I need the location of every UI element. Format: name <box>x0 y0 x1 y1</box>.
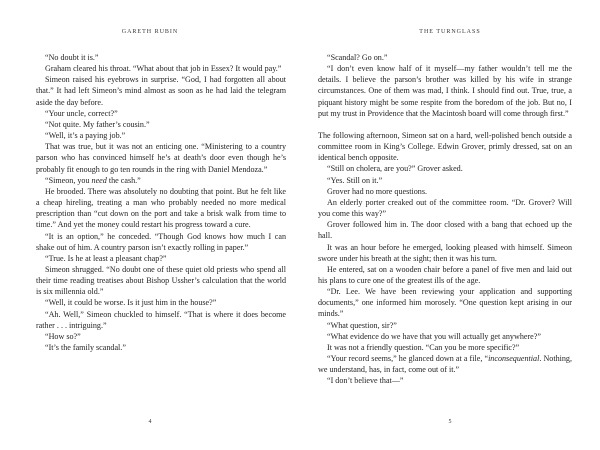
text-segment: “Scandal? Go on.” <box>327 53 388 62</box>
text-segment: “Yes. Still on it.” <box>327 175 383 185</box>
page-number: 4 <box>148 419 152 425</box>
text-segment: Simeon raised his eyebrows in surprise. “God, I had forgotten all about that.” It had left Simeon’s mind almost as soon as he had laid the telegram aside the day before. <box>36 75 286 107</box>
paragraph <box>36 186 286 231</box>
text-segment: “Well, it’s a paying job.” <box>45 131 126 141</box>
text-segment: It was not a friendly question. “Can you be more specific?” <box>327 342 520 352</box>
paragraph <box>318 331 572 342</box>
page-number: 5 <box>448 419 452 425</box>
paragraph <box>36 309 286 331</box>
text-segment: He brooded. There was absolutely no doubting that point. But he felt like a cheap hireling, treating a man who probably needed no more medical prescription than “cut down on the port and take a brisk walk from time to time.” And yet the money could restart his progress toward a cure. <box>36 186 286 230</box>
text-segment: “How so?” <box>45 331 81 341</box>
text-segment: “Not quite. My father’s cousin.” <box>45 119 150 129</box>
paragraph <box>318 186 572 197</box>
right-page <box>300 0 600 450</box>
body-text <box>36 52 286 353</box>
text-segment: “Ah. Well,” Simeon chuckled to himself. “That is where it does become rather . . . intriguing.” <box>36 309 286 330</box>
paragraph <box>318 342 572 353</box>
paragraph <box>318 163 572 174</box>
paragraph <box>36 331 286 342</box>
body-text <box>318 52 572 387</box>
text-segment: the cash.” <box>106 175 141 185</box>
text-segment: “What evidence do we have that you will actually get anywhere?” <box>327 331 541 341</box>
paragraph <box>318 286 572 319</box>
text-segment: “Dr. Lee. We have been reviewing your application and supporting documents,” one informed him morosely. “One question kept arising in our minds.” <box>318 287 572 319</box>
paragraph <box>36 74 286 107</box>
text-segment: . Nothing, we understand, has, in fact, come out of it.” <box>318 354 572 375</box>
paragraph <box>318 219 572 241</box>
paragraph <box>318 63 572 119</box>
paragraph <box>36 130 286 141</box>
paragraph <box>36 63 286 74</box>
text-segment: “Still on cholera, are you?” Grover asked. <box>327 164 463 174</box>
paragraph <box>318 197 572 219</box>
paragraph <box>318 375 572 386</box>
text-segment: “I don’t even know half of it myself—my father wouldn’t tell me the details. I believe the parson’s brother was killed by his wife in strange circumstances. One of them was mad, I think. I should find out. True, true, a piquant history might be some respite from the boredom of the job. But no, I put my trust in Providence that the Macintosh board will come through first.” <box>318 64 572 118</box>
paragraph <box>318 353 572 375</box>
paragraph <box>36 52 286 63</box>
italic-text: inconsequential <box>488 354 540 364</box>
text-segment: “It is an option,” he conceded. “Though God knows how much I can shake out of him. A country parson isn’t exactly rolling in paper.” <box>36 231 286 252</box>
text-segment: He entered, sat on a wooden chair before a panel of five men and laid out his plans to cure one of the greatest ills of the age. <box>318 264 572 285</box>
running-head-title: THE TURNGLASS <box>419 29 481 35</box>
paragraph <box>36 108 286 119</box>
text-segment: “Simeon, you <box>45 175 92 185</box>
paragraph <box>36 264 286 297</box>
paragraph <box>318 130 572 163</box>
paragraph <box>318 52 572 63</box>
text-segment: “It’s the family scandal.” <box>45 343 126 353</box>
paragraph <box>36 297 286 308</box>
running-head-author: GARETH RUBIN <box>121 29 179 35</box>
text-segment: Grover had no more questions. <box>327 186 428 196</box>
paragraph <box>36 119 286 130</box>
text-segment: “No doubt it is.” <box>45 53 99 62</box>
paragraph <box>36 141 286 174</box>
text-segment: “Well, it could be worse. Is it just him in the house?” <box>45 298 217 308</box>
text-segment: Graham cleared his throat. “What about that job in Essex? It would pay.” <box>45 64 282 74</box>
paragraph <box>36 231 286 253</box>
text-segment: It was an hour before he emerged, looking pleased with himself. Simeon swore under his breath at the sight; then it was his turn. <box>318 242 572 263</box>
italic-text: need <box>91 175 107 185</box>
text-segment: “I don’t believe that—” <box>327 376 404 386</box>
paragraph <box>318 175 572 186</box>
text-segment: “True. Is he at least a pleasant chap?” <box>45 253 167 263</box>
text-segment: “Your uncle, correct?” <box>45 108 118 118</box>
text-segment: “What question, sir?” <box>327 320 397 330</box>
text-segment: An elderly porter creaked out of the committee room. “Dr. Grover? Will you come this way?” <box>318 197 572 219</box>
paragraph <box>36 175 286 186</box>
text-segment: Simeon shrugged. “No doubt one of these quiet old priests who spend all their time reading treatises about Bishop Ussher’s calculation that the world is six millennia old.” <box>36 264 286 297</box>
paragraph <box>318 242 572 264</box>
paragraph <box>318 320 572 331</box>
paragraph <box>36 253 286 264</box>
text-segment: The following afternoon, Simeon sat on a hard, well-polished bench outside a committee room in King’s College. Edwin Grover, primly dressed, sat on an identical bench opposite. <box>318 130 572 163</box>
paragraph <box>36 342 286 353</box>
text-segment: “Your record seems,” he glanced down at a file, “ <box>327 354 489 364</box>
text-segment: That was true, but it was not an enticing one. “Ministering to a country parson who has convinced himself he’s at death’s door even though he’s probably fit enough to go ten rounds in the ring with Daniel Mendoza.” <box>36 142 286 174</box>
paragraph <box>318 264 572 286</box>
text-segment: Grover followed him in. The door closed with a bang that echoed up the hall. <box>318 220 572 241</box>
